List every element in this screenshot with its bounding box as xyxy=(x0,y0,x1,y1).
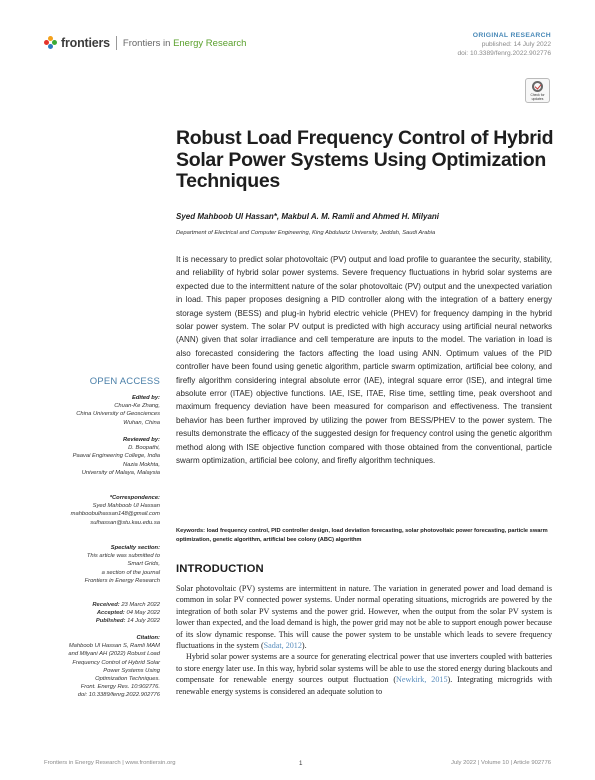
journal-prefix: Frontiers in xyxy=(122,37,171,49)
logo-divider xyxy=(116,36,117,50)
citation-doi[interactable]: doi: 10.3389/fenrg.2022.902776 xyxy=(77,692,160,699)
sidebar-edited-by xyxy=(44,394,160,427)
citation-line: Front. Energy Res. 10:902776. xyxy=(80,684,160,691)
citation-label: Citation: xyxy=(136,635,160,641)
published-date: published: 14 July 2022 xyxy=(481,41,551,48)
reviewer-line: Nazia Mokhta, xyxy=(122,461,160,468)
sidebar-dates xyxy=(44,601,160,626)
reviewer-line: D. Boopathi, xyxy=(128,445,160,452)
paragraph: Solar photovoltaic (PV) systems are intermittent in nature. The variation in generated power and load demand is common in solar PV connected power systems. Under normal operating situations, microgrids are powered by the integration of both solar PV systems and the power grid. However, when the output from the solar PV system is lower than expected, and the load demand is high, the power grid may not be able to support enough power because of its slow dynamic response. This will cause the power system to be unstable which leads to severe frequency fluctuations in the system (Sadat, 2012). xyxy=(176,584,552,651)
footer-volume-info: July 2022 | Volume 10 | Article 902776 xyxy=(451,760,551,766)
reviewer-line: Paavai Engineering College, India xyxy=(72,453,160,460)
editor-line: Chuan-Ke Zhang, xyxy=(114,403,160,410)
sidebar-citation xyxy=(44,634,160,700)
specialty-line: Frontiers in Energy Research xyxy=(84,577,160,584)
accepted-date: Accepted: 04 May 2022 xyxy=(96,610,160,617)
introduction-body xyxy=(176,583,552,697)
section-heading-introduction: INTRODUCTION xyxy=(176,563,264,575)
article-type: ORIGINAL RESEARCH xyxy=(472,32,551,39)
article-meta xyxy=(458,31,552,58)
open-access-label: OPEN ACCESS xyxy=(89,376,160,387)
keywords-list: load frequency control, PID controller design, load deviation forecasting, solar photovoltaic power forecasting, particle swarm optimization, genetic algorithm, artificial bee colony (ABC) algorithm xyxy=(176,528,548,544)
sidebar-specialty-section xyxy=(44,544,160,585)
specialty-line: a section of the journal xyxy=(101,569,160,576)
editor-line: China University of Geosciences xyxy=(76,411,160,418)
sidebar-correspondence xyxy=(44,494,160,527)
received-date: Received: 23 March 2022 xyxy=(92,602,160,608)
keywords xyxy=(176,527,552,546)
reviewed-by-label: Reviewed by: xyxy=(122,437,160,443)
reviewer-line: University of Malaya, Malaysia xyxy=(81,469,160,476)
frontiers-logo-icon xyxy=(44,36,58,50)
editor-line: Wuhan, China xyxy=(123,419,160,426)
citation-link[interactable]: Newkirk, 2015 xyxy=(396,675,448,685)
specialty-line: Smart Grids, xyxy=(127,561,160,568)
check-updates-label: Check for updates xyxy=(530,93,545,101)
published-date-sidebar: Published: 14 July 2022 xyxy=(95,618,160,625)
frontiers-logo[interactable] xyxy=(44,36,246,50)
specialty-label: Specialty section: xyxy=(110,545,160,551)
logo-wordmark: frontiers xyxy=(61,36,110,50)
check-updates-icon xyxy=(532,81,543,92)
author-affiliation: Department of Electrical and Computer Engineering, King Abdulaziz University, Jeddah, Saudi Arabia xyxy=(176,230,436,236)
correspondence-label: *Correspondence: xyxy=(109,495,160,501)
sidebar-reviewed-by xyxy=(44,436,160,477)
journal-name: Energy Research xyxy=(173,37,247,49)
abstract-text: It is necessary to predict solar photovoltaic (PV) output and load profile to guarantee the security, stability, and reliability of hybrid solar power systems. Severe frequency fluctuations in hybrid solar systems are expected due to the intermittent nature of the solar photovoltaic (PV) output and the unexpected variation in load. This paper proposes designing a PID controller along with the integration of a battery energy storage system (BESS) and plug-in hybrid electric vehicle (PHEV) for frequency damping in the hybrid solar power system. The solar PV output is predicted with high accuracy using artificial neural networks (ANN) given that solar irradiance and cell temperature are inputs to the model. The variation in load is also forecasted considering the factors affecting the load using ANN. Optimum values of the PID controller have been found using genetic algorithm, particle swarm optimization, artificial bee colony, and firefly algorithm considering integral absolute error (IAE), integral square error (ISE), and integral time absolute error (ITAE) objective functions. IAE, ISE, ITAE, Rise time, settling time, peak overshoot and maximum frequency deviation have been measured for comparison and effectiveness. The transient behavior has been further improved by utilizing the power from BESS/PHEV to the power system. The results demonstrate the efficacy of the suggested design for frequency control using the genetic algorithm method along with ISE objective function compared with those obtained from the conventional, particle swarm optimization, artificial bee colony, and firefly algorithm techniques. xyxy=(176,255,552,466)
article-title: Robust Load Frequency Control of Hybrid Solar Power Systems Using Optimization Techniques xyxy=(176,127,554,192)
footer-journal-link[interactable]: Frontiers in Energy Research | www.frontiersin.org xyxy=(44,760,176,766)
paragraph: Hybrid solar power systems are a source for generating electrical power that use inverters coupled with batteries to store energy later use. In this way, hybrid solar systems will be able to use the stored energy during blackouts and compensate for renewable energy sources output fluctuation (Newkirk, 2015). Integrating microgrids with renewable energy systems is considered an adequate solution to xyxy=(176,652,552,696)
citation-line: Optimization Techniques. xyxy=(95,676,160,683)
correspondence-email[interactable]: mahboobulhassan148@gmail.com xyxy=(70,511,160,518)
citation-line: Frequency Control of Hybrid Solar xyxy=(72,659,160,666)
correspondence-email[interactable]: sulhassan@stu.kau.edu.sa xyxy=(90,519,160,526)
citation-line: and Milyani AH (2022) Robust Load xyxy=(68,651,160,658)
citation-line: Mahboob Ul Hassan S, Ramli MAM xyxy=(68,643,160,650)
check-for-updates-button[interactable] xyxy=(525,78,550,103)
edited-by-label: Edited by: xyxy=(131,395,160,401)
citation-link[interactable]: Sadat, 2012 xyxy=(263,641,302,651)
specialty-line: This article was submitted to xyxy=(86,553,160,560)
citation-line: Power Systems Using xyxy=(103,667,160,674)
page-number: 1 xyxy=(299,760,303,767)
keywords-label: Keywords: xyxy=(176,528,206,534)
article-doi[interactable]: doi: 10.3389/fenrg.2022.902776 xyxy=(457,50,551,57)
page-header xyxy=(0,0,595,100)
journal-title[interactable] xyxy=(123,38,247,49)
correspondence-name: Syed Mahboob Ul Hassan xyxy=(92,503,160,510)
article-authors: Syed Mahboob Ul Hassan*, Makbul A. M. Ramli and Ahmed H. Milyani xyxy=(176,212,440,221)
